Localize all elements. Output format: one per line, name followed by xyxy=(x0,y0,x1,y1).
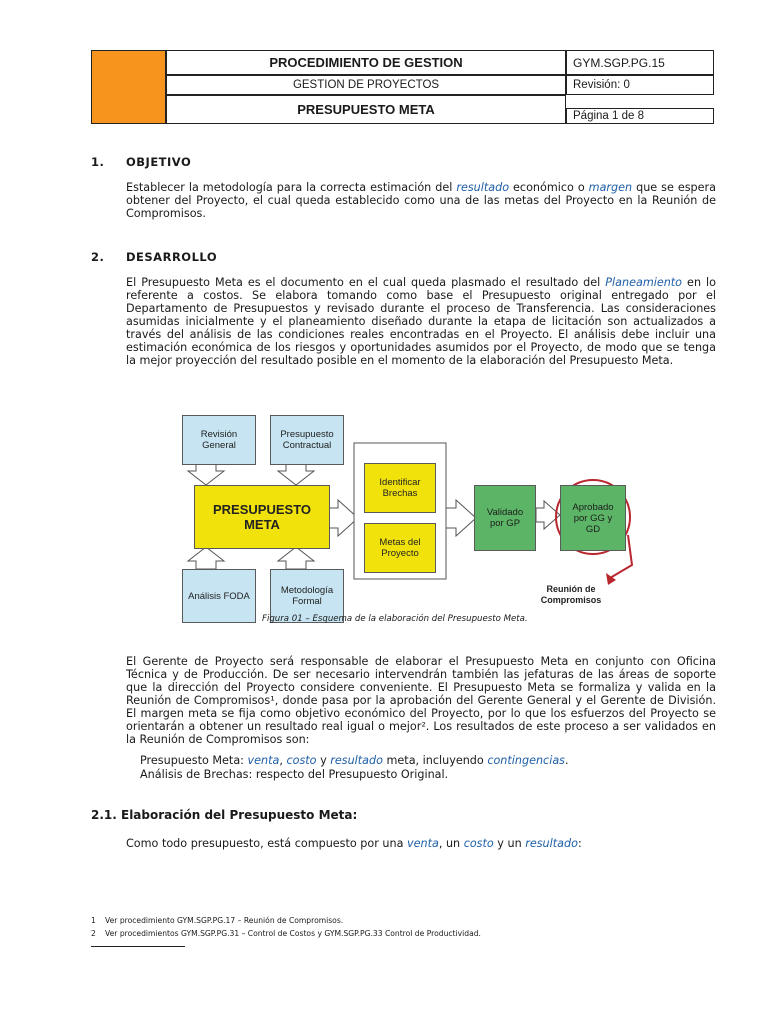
section-1-title: OBJETIVO xyxy=(126,155,192,169)
footnote-divider xyxy=(91,946,185,947)
box-identificar-brechas: Identificar Brechas xyxy=(364,463,436,513)
box-aprobado: Aprobado por GG y GD xyxy=(560,485,626,551)
footnote-2: 2 Ver procedimientos GYM.SGP.PG.31 – Control de Costos y GYM.SGP.PG.33 Control de Productividad. xyxy=(91,929,481,938)
box-analisis-foda: Análisis FODA xyxy=(182,569,256,623)
figure-caption: Figura 01 – Esquema de la elaboración del Presupuesto Meta. xyxy=(262,614,528,624)
section-2-1-title: 2.1. Elaboración del Presupuesto Meta: xyxy=(91,808,358,822)
doc-header-title: PROCEDIMIENTO DE GESTION xyxy=(166,50,566,75)
flow-diagram xyxy=(180,405,640,635)
result-item-analisis-brechas: Análisis de Brechas: respecto del Presupuesto Original. xyxy=(140,768,449,781)
box-metodologia-formal: Metodología Formal xyxy=(270,569,344,623)
doc-revision: Revisión: 0 xyxy=(566,75,714,95)
box-presupuesto-contractual: Presupuesto Contractual xyxy=(270,415,344,465)
doc-page-number: Página 1 de 8 xyxy=(566,108,714,124)
doc-header-subtitle: GESTION DE PROYECTOS xyxy=(166,75,566,95)
section-1-paragraph: Establecer la metodología para la correcta estimación del resultado económico o margen que se espera obtener del Proyecto, el cual queda establecido como una de las metas del Proyecto en la Reunión de Compromisos. xyxy=(126,181,717,220)
section-2-number: 2. xyxy=(91,250,105,264)
box-validado-gp: Validado por GP xyxy=(474,485,536,551)
box-presupuesto-meta: PRESUPUESTO META xyxy=(194,485,330,549)
footnote-1: 1 Ver procedimiento GYM.SGP.PG.17 – Reunión de Compromisos. xyxy=(91,916,344,925)
box-revision-general: Revisión General xyxy=(182,415,256,465)
box-metas-proyecto: Metas del Proyecto xyxy=(364,523,436,573)
company-logo xyxy=(91,50,166,124)
label-reunion-compromisos: Reunión de Compromisos xyxy=(540,584,602,605)
section-1-number: 1. xyxy=(91,155,105,169)
section-2-title: DESARROLLO xyxy=(126,250,218,264)
doc-code: GYM.SGP.PG.15 xyxy=(566,50,714,75)
result-item-presupuesto-meta: Presupuesto Meta: venta, costo y resultado meta, incluyendo contingencias. xyxy=(140,754,569,767)
section-2-1-paragraph: Como todo presupuesto, está compuesto por una venta, un costo y un resultado: xyxy=(126,837,582,850)
section-2-paragraph-2: El Gerente de Proyecto será responsable de elaborar el Presupuesto Meta en conjunto con Oficina Técnica y de Producción. De ser necesario intervendrán también las jefaturas de las áreas de soporte que la dirección del Proyecto considere conveniente. El Presupuesto Meta se formaliza y valida en la Reunión de Compromisos¹, donde pasa por la aprobación del Gerente General y el Gerente de División. El margen meta se fija como objetivo económico del Proyecto, por lo que los esfuerzos del Proyecto se orientarán a obtener un resultado real igual o mejor². Los resultados de este proceso a ser validados en la Reunión de Compromisos son: xyxy=(126,655,716,746)
section-2-paragraph: El Presupuesto Meta es el documento en el cual queda plasmado el resultado del Planeamiento en lo referente a costos. Se elabora tomando como base el Presupuesto original entregado por el Departamento de Presupuestos y revisado durante el proceso de Transferencia. Las consideraciones asumidas inicialmente y el planeamiento diseñado durante la etapa de licitación son actualizados a través del análisis de las condiciones reales encontradas en el Proyecto. El análisis debe incluir una estimación económica de los riesgos y oportunidades asumidos por el Proyecto, de modo que se tenga la mejor proyección del resultado posible en el momento de la elaboración del Presupuesto Meta. xyxy=(126,276,716,367)
doc-name: PRESUPUESTO META xyxy=(166,95,566,124)
